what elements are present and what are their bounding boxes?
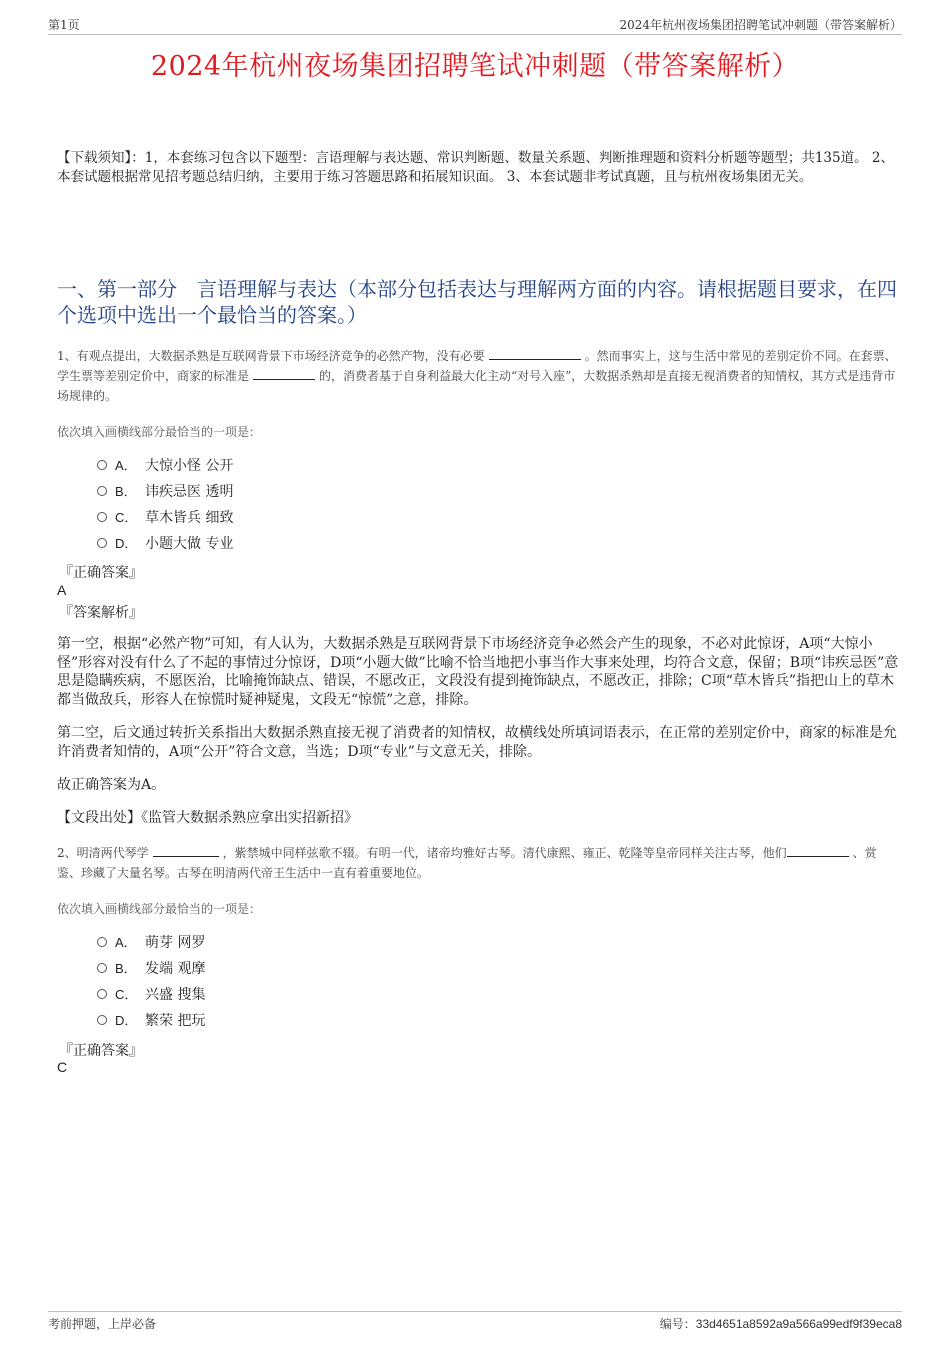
question-1-option-b[interactable]: B． 讳疾忌医 透明 [97, 482, 233, 502]
radio-icon[interactable] [97, 486, 107, 496]
document-code: 编号：33d4651a8592a9a566a99edf9f39eca8 [659, 1317, 902, 1331]
question-2-stem: 2、明清两代琴学 ，紫禁城中同样弦歌不辍。有明一代，诸帝均雅好古琴。清代康熙、雍正、乾隆等皇帝同样关注古琴，他们 、赏鉴、珍藏了大量名琴。古琴在明清两代帝王生活中一直有着重要地位。 [57, 846, 877, 880]
question-1-answer-label: 『正确答案』 [59, 565, 143, 581]
page-footer [48, 1311, 902, 1334]
document-title: 2024年杭州夜场集团招聘笔试冲刺题（带答案解析） [150, 51, 800, 82]
page-header [48, 14, 902, 35]
question-2-option-a[interactable]: A． 萌芽 网罗 [97, 933, 205, 953]
question-2-option-b[interactable]: B． 发端 观摩 [97, 959, 205, 979]
question-2-prompt: 依次填入画横线部分最恰当的一项是： [57, 902, 262, 916]
header-doc-title: 2024年杭州夜场集团招聘笔试冲刺题（带答案解析） [619, 18, 902, 32]
download-notice: 【下载须知】：1，本套练习包含以下题型：言语理解与表达题、常识判断题、数量关系题、判断推理题和资料分析题等题型；共135道。 2、本套试题根据常见招考题总结归纳，主要用于练习答题思路和拓展知识面。 3、本套试题非考试真题，且与杭州夜场集团无关。 [57, 150, 894, 185]
question-1-option-d[interactable]: D． 小题大做 专业 [97, 534, 233, 554]
question-2-option-d[interactable]: D． 繁荣 把玩 [97, 1011, 205, 1031]
question-1-analysis-p2: 第二空，后文通过转折关系指出大数据杀熟直接无视了消费者的知情权，故横线处所填词语表示，在正常的差别定价中，商家的标准是允许消费者知情的，A项“公开”符合文意，当选；D项“专业”与文意无关，排除。 [57, 725, 897, 760]
question-1-analysis-p3: 故正确答案为A。 [57, 777, 166, 793]
question-2-answer-label: 『正确答案』 [59, 1043, 143, 1059]
footer-slogan: 考前押题，上岸必备 [48, 1317, 157, 1331]
radio-icon[interactable] [97, 460, 107, 470]
section-heading: 一、第一部分 言语理解与表达（本部分包括表达与理解两方面的内容。请根据题目要求，在四个选项中选出一个最恰当的答案。） [57, 277, 897, 327]
question-1-analysis-label: 『答案解析』 [59, 605, 143, 621]
radio-icon[interactable] [97, 989, 107, 999]
page-number: 第1页 [48, 18, 80, 32]
radio-icon[interactable] [97, 538, 107, 548]
radio-icon[interactable] [97, 512, 107, 522]
fill-blank [787, 844, 849, 857]
radio-icon[interactable] [97, 1015, 107, 1025]
question-1-option-c[interactable]: C． 草木皆兵 细致 [97, 508, 233, 528]
question-1-prompt: 依次填入画横线部分最恰当的一项是： [57, 425, 262, 439]
question-2-option-c[interactable]: C． 兴盛 搜集 [97, 985, 205, 1005]
question-1-answer: A [57, 582, 67, 598]
question-1-analysis-p1: 第一空，根据“必然产物”可知，有人认为，大数据杀熟是互联网背景下市场经济竞争必然会产生的现象，不必对此惊讶，A项“大惊小怪”形容对没有什么了不起的事情过分惊讶，D项“小题大做”比喻不恰当地把小事当作大事来处理，均符合文意，保留；B项“讳疾忌医”意思是隐瞒疾病，不愿医治，比喻掩饰缺点、错误，不愿改正，文段没有提到掩饰缺点，不愿改正，排除；C项“草木皆兵”指把山上的草木都当做敌兵，形容人在惊慌时疑神疑鬼，文段无“惊慌”之意，排除。 [57, 636, 899, 708]
fill-blank [489, 347, 581, 360]
question-1-source: 【文段出处】《监管大数据杀熟应拿出实招新招》 [57, 810, 358, 826]
radio-icon[interactable] [97, 937, 107, 947]
fill-blank [253, 367, 315, 380]
fill-blank [153, 844, 219, 857]
radio-icon[interactable] [97, 963, 107, 973]
question-1-option-a[interactable]: A． 大惊小怪 公开 [97, 456, 233, 476]
question-2-answer: C [57, 1059, 68, 1075]
question-1-stem: 1、有观点提出，大数据杀熟是互联网背景下市场经济竞争的必然产物，没有必要 。然而事实上，这与生活中常见的差别定价不同。在套票、学生票等差别定价中，商家的标准是 的，消费者基于自身利益最大化主动“对号入座”，大数据杀熟却是直接无视消费者的知情权，其方式是违背市场规律的。 [57, 349, 897, 403]
